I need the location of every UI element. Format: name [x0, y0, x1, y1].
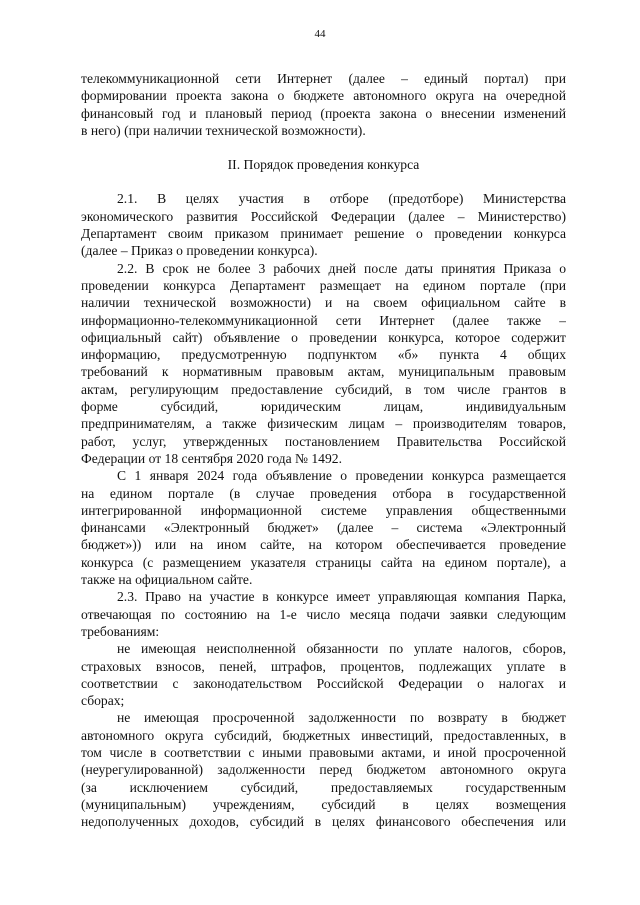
text-line: форме субсидий, юридическим лицам, индивидуальным [81, 399, 566, 415]
text-line: проведении конкурса Департамент размещает на едином портале (при [81, 277, 566, 293]
section-heading: II. Порядок проведения конкурса [227, 157, 420, 173]
text-line: 2.3. Право на участие в конкурсе имеет управляющая компания Парка, [117, 589, 566, 605]
text-line: Департамент своим приказом принимает решение о проведении конкурса [81, 226, 566, 242]
text-line: предпринимателям, а также физическим лицам – производителям товаров, [81, 416, 566, 432]
text-line: (муниципальным) учреждениям, субсидий в целях возмещения [81, 796, 566, 812]
blank-line [81, 139, 566, 156]
text-line: на едином портале (в случае проведения отбора в государственной [81, 485, 566, 501]
text-line: экономического развития Российской Федерации (далее – Министерство) [81, 208, 566, 224]
document-body [81, 70, 566, 830]
text-line: в него) (при наличии технической возможности). [81, 122, 366, 138]
text-line: наличии технической возможности) и на своем официальном сайте в [81, 295, 566, 311]
text-line: требованиям: [81, 623, 160, 639]
text-line: конкурса (с размещением указателя страницы сайта на едином портале), а [81, 554, 566, 570]
text-line: отвечающая по состоянию на 1-е число месяца подачи заявки следующим [81, 606, 566, 622]
text-line: 2.1. В целях участия в отборе (предотборе) Министерства [117, 191, 566, 207]
text-line: интегрированной информационной системе управления общественными [81, 502, 566, 518]
text-line: информацию, предусмотренную подпунктом «б» пункта 4 общих [81, 347, 566, 363]
text-line: С 1 января 2024 года объявление о проведении конкурса размещается [117, 468, 566, 484]
text-line: официальный сайт) объявление о проведении конкурса, которое содержит [81, 329, 566, 345]
text-line: бюджет»)) или на ином сайте, на котором обеспечивается проведение [81, 537, 566, 553]
text-line: недополученных доходов, субсидий в целях финансового обеспечения или [81, 814, 566, 830]
text-line: (неурегулированной) задолженности перед бюджетом автономного округа [81, 762, 566, 778]
text-line: формировании проекта закона о бюджете автономного округа на очередной [81, 88, 566, 104]
text-line: актам, регулирующим предоставление субсидий, в том числе грантов в [81, 381, 566, 397]
text-line: соответствии с законодательством Российской Федерации о налогах и [81, 675, 566, 691]
text-line: не имеющая просроченной задолженности по возврату в бюджет [117, 710, 566, 726]
text-line: финансовый год и плановый период (проекта закона о внесении изменений [81, 105, 566, 121]
text-line: сборах; [81, 693, 125, 709]
text-line: информационно-телекоммуникационной сети Интернет (далее также – [81, 312, 566, 328]
text-line: автономного округа субсидий, бюджетных инвестиций, предоставленных, в [81, 727, 566, 743]
blank-line [81, 173, 566, 190]
text-line: также на официальном сайте. [81, 572, 253, 588]
text-line: не имеющая неисполненной обязанности по уплате налогов, сборов, [117, 641, 566, 657]
text-line: (за исключением субсидий, предоставляемых государственным [81, 779, 566, 795]
text-line: (далее – Приказ о проведении конкурса). [81, 243, 318, 259]
text-line: 2.2. В срок не более 3 рабочих дней после даты принятия Приказа о [117, 260, 566, 276]
text-line: работ, услуг, утвержденных постановлением Правительства Российской [81, 433, 566, 449]
text-line: Федерации от 18 сентября 2020 года № 1492. [81, 450, 342, 466]
text-line: требований к нормативным правовым актам, муниципальным правовым [81, 364, 566, 380]
text-line: телекоммуникационной сети Интернет (далее – единый портал) при [81, 71, 566, 86]
text-line: финансами «Электронный бюджет» (далее – система «Электронный [81, 520, 566, 536]
page-number: 44 [314, 28, 326, 40]
text-line: том числе в соответствии с иными правовыми актами, и иной просроченной [81, 744, 566, 760]
text-line: страховых взносов, пеней, штрафов, процентов, подлежащих уплате в [81, 658, 566, 674]
